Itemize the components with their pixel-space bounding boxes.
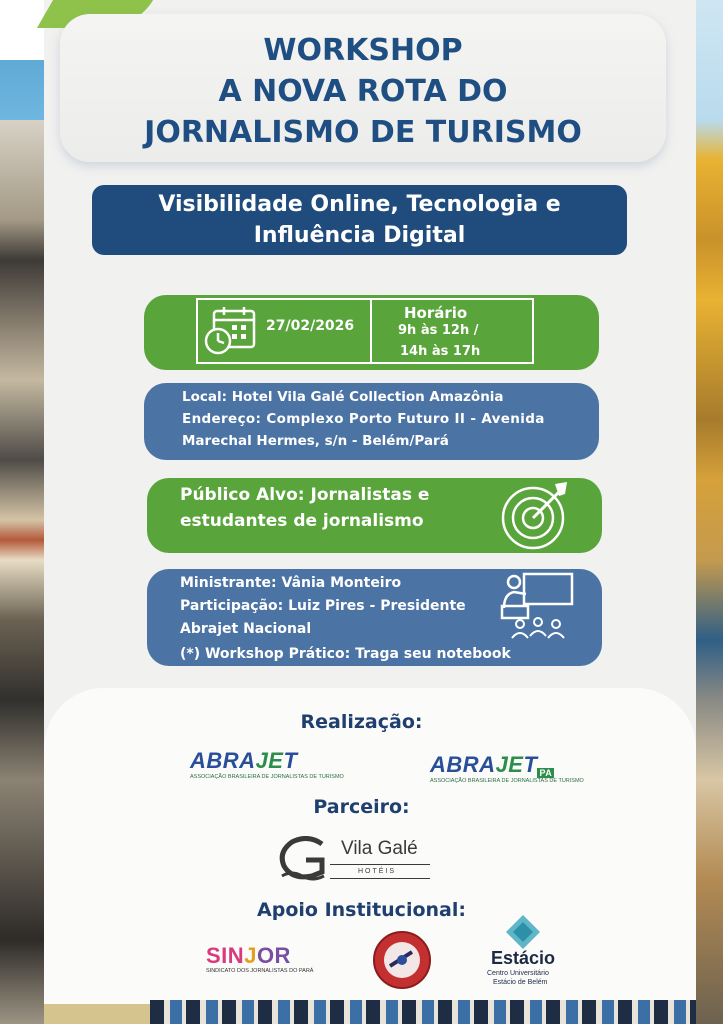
tile-border — [150, 1000, 696, 1024]
abrajet-national-caption: ASSOCIAÇÃO BRASILEIRA DE JORNALISTAS DE TURISMO — [190, 774, 344, 780]
title-line-3: JORNALISMO DE TURISMO — [144, 115, 582, 150]
section-parceiro: Parceiro: — [313, 796, 410, 818]
time-morning: 9h às 12h / — [398, 323, 479, 338]
location-address: Endereço: Complexo Porto Futuro II - Avenida — [182, 411, 545, 427]
audience-line-1: Público Alvo: Jornalistas e — [180, 485, 430, 505]
vila-gale-caption: HOTÉIS — [358, 868, 397, 875]
sinjor-caption: SINDICATO DOS JORNALISTAS DO PARÁ — [206, 968, 314, 974]
background-photo-left — [0, 0, 50, 1024]
time-afternoon: 14h às 17h — [400, 344, 481, 359]
subtitle-line-1: Visibilidade Online, Tecnologia e — [158, 192, 561, 217]
estacio-name: Estácio — [491, 948, 556, 968]
vila-gale-mark — [278, 836, 328, 882]
abrajet-pa-logo: ABRAJET PA — [430, 752, 553, 778]
section-apoio: Apoio Institucional: — [257, 899, 466, 921]
vila-gale-rule-top — [330, 864, 430, 865]
workshop-note: (*) Workshop Prático: Traga seu notebook — [180, 646, 511, 662]
time-label: Horário — [404, 304, 468, 322]
sinjor-logo: SINJOR — [206, 943, 291, 968]
abrajet-pa-caption: ASSOCIAÇÃO BRASILEIRA DE JORNALISTAS DE TURISMO — [430, 778, 584, 784]
tile-border-left — [44, 1004, 150, 1024]
title-line-2: A NOVA ROTA DO — [218, 74, 508, 109]
estacio-caption-1: Centro Universitário — [487, 970, 549, 977]
estacio-caption-2: Estácio de Belém — [493, 979, 548, 986]
presentation-icon — [500, 572, 576, 640]
vila-gale-name: Vila Galé — [341, 838, 418, 859]
journalists-seal — [372, 930, 432, 990]
abrajet-national-logo: ABRAJET — [190, 748, 298, 773]
speaker-organization: Abrajet Nacional — [180, 621, 312, 637]
calendar-clock-icon — [204, 305, 258, 359]
schedule-divider — [370, 298, 372, 364]
title-line-1: WORKSHOP — [263, 33, 463, 68]
speaker-main: Ministrante: Vânia Monteiro — [180, 575, 402, 591]
target-icon — [497, 478, 573, 552]
section-realizacao: Realização: — [300, 711, 423, 733]
subtitle-line-2: Influência Digital — [253, 223, 466, 248]
vila-gale-rule-bottom — [330, 878, 430, 879]
location-venue: Local: Hotel Vila Galé Collection Amazônia — [182, 389, 504, 405]
location-city: Marechal Hermes, s/n - Belém/Pará — [182, 433, 449, 449]
subtitle-banner — [92, 185, 627, 255]
speaker-participation: Participação: Luiz Pires - Presidente — [180, 598, 466, 614]
estacio-diamond-icon — [505, 914, 541, 950]
audience-line-2: estudantes de jornalismo — [180, 511, 424, 531]
title-block — [60, 14, 666, 162]
background-photo-right — [693, 0, 723, 1024]
event-date: 27/02/2026 — [266, 318, 355, 334]
